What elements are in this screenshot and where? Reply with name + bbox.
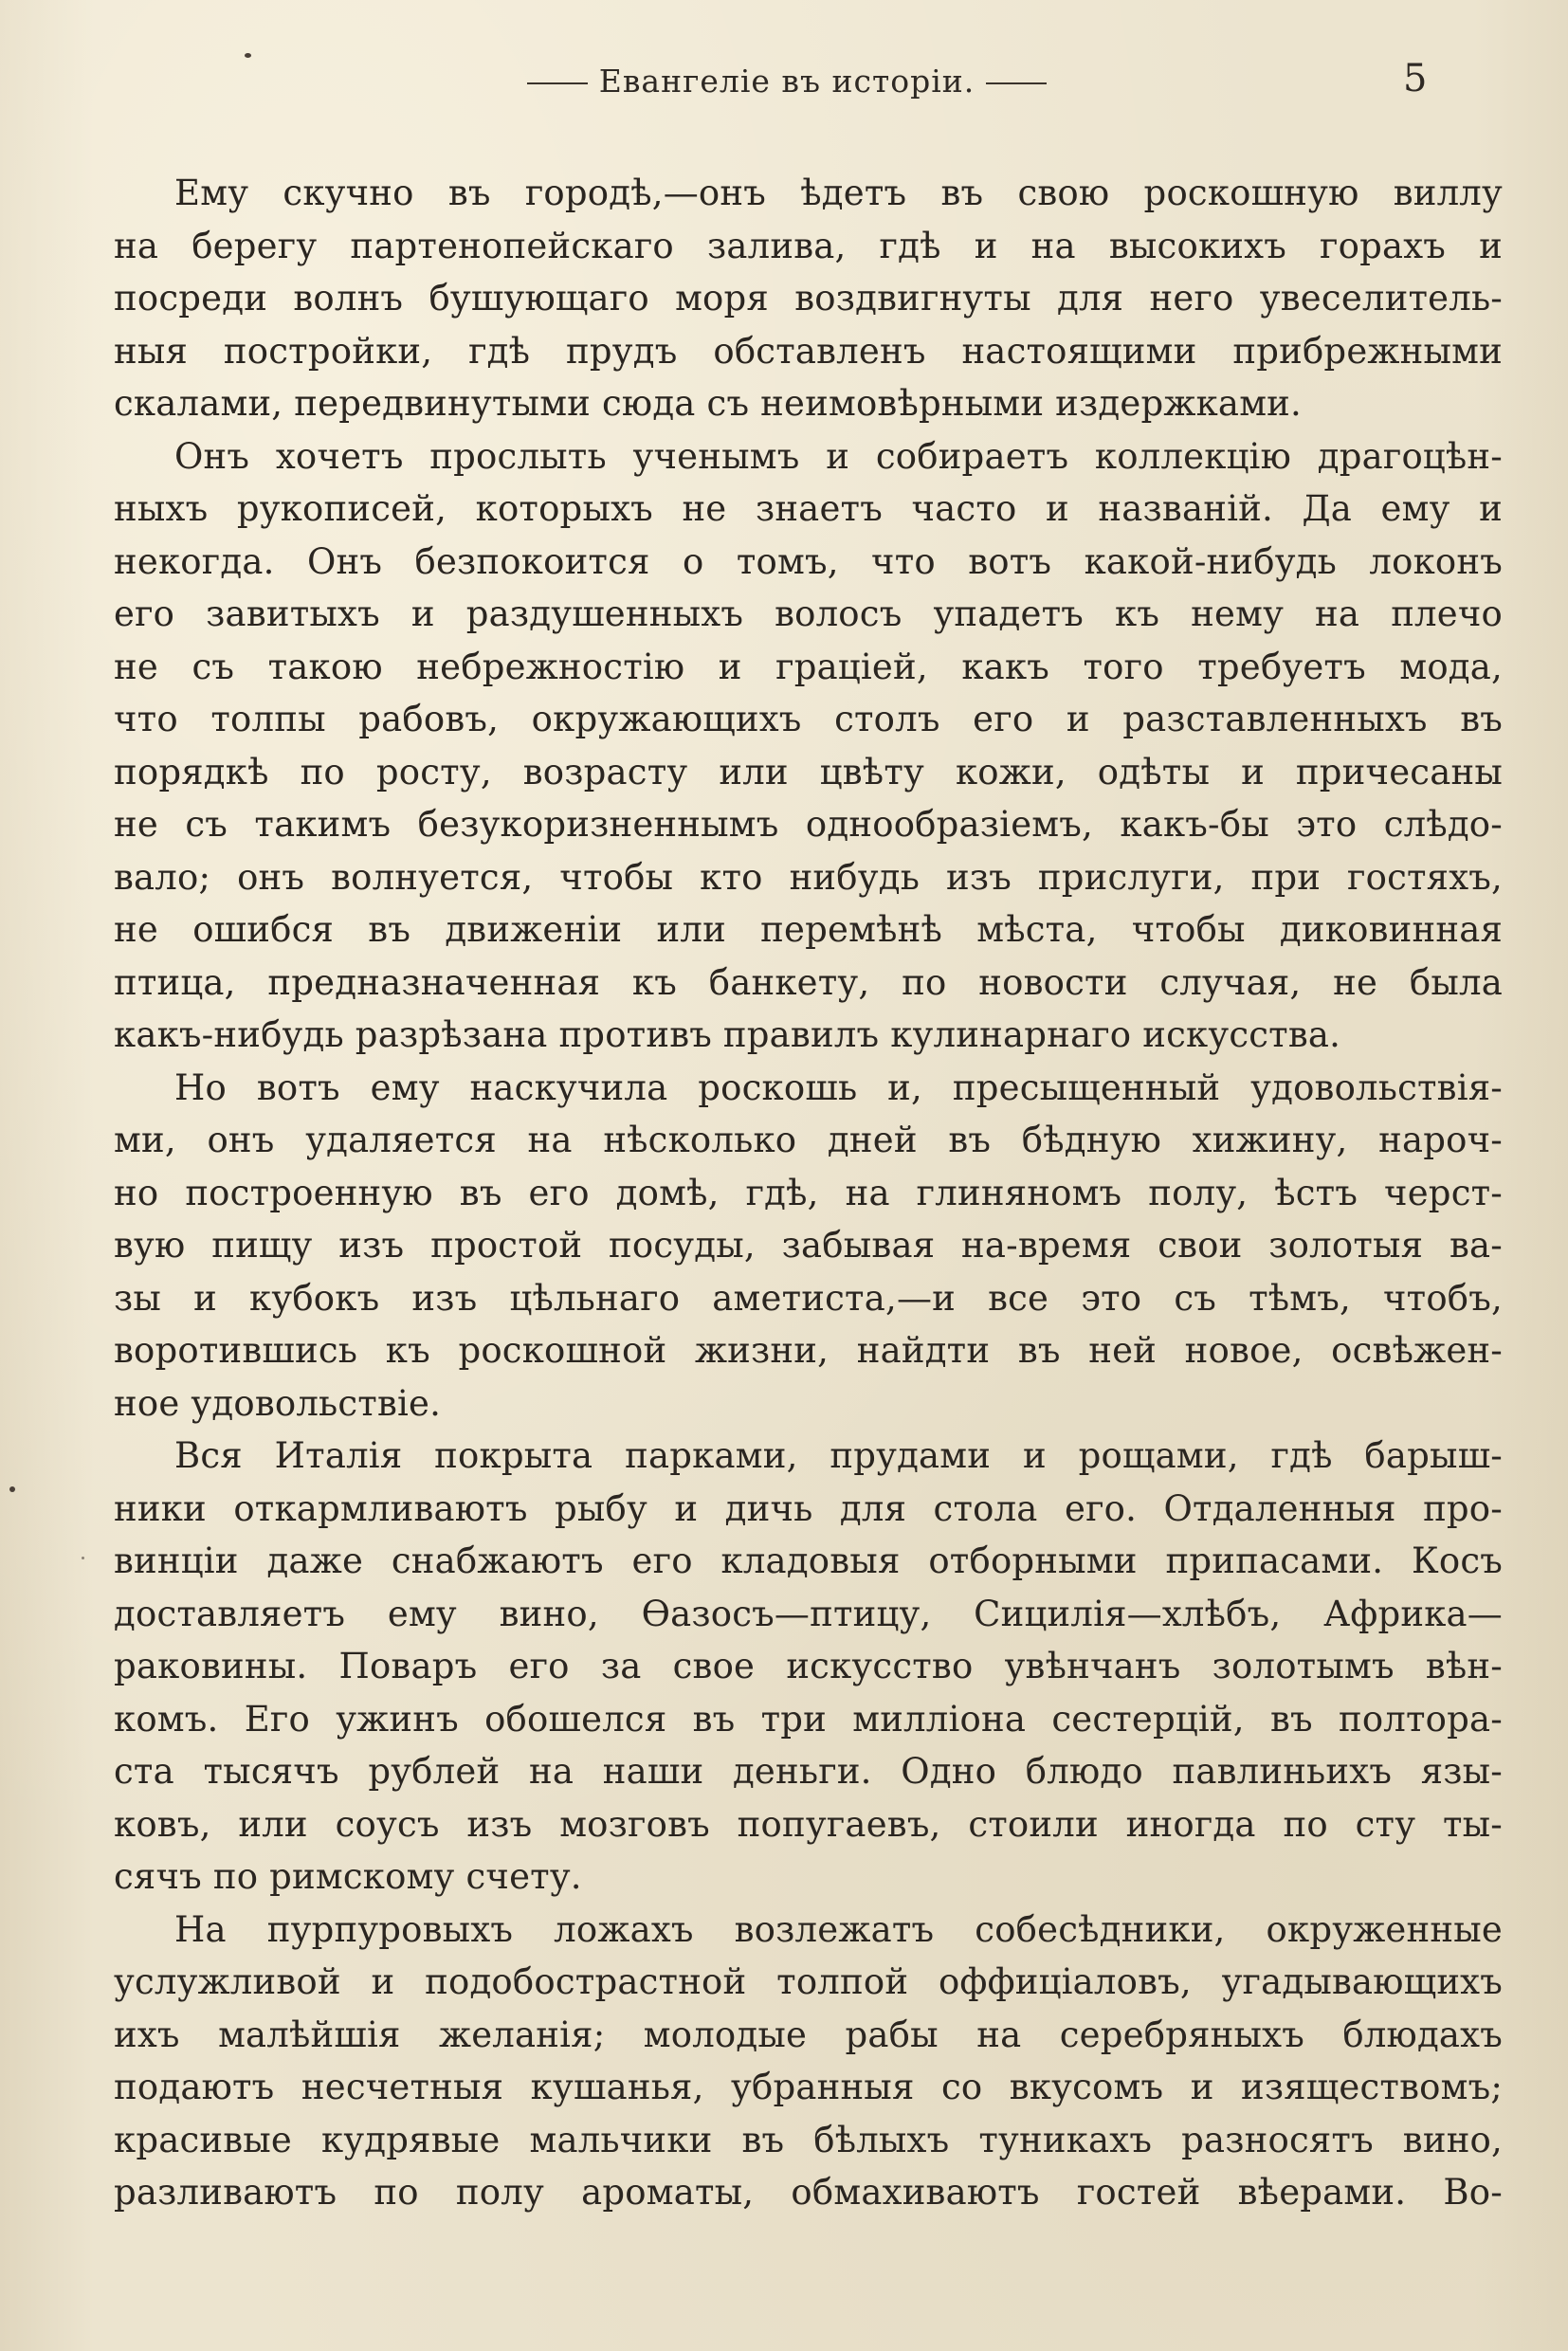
text-line: посреди волнъ бушующаго моря воздвигнуты для него увеселитель-	[114, 278, 1503, 319]
running-title: Евангеліе въ исторіи.	[598, 63, 975, 100]
text-line: но построенную въ его домѣ, гдѣ, на глиняномъ полу, ѣстъ черст-	[114, 1172, 1503, 1213]
text-line: какъ-нибудь разрѣзана противъ правилъ кулинарнаго искусства.	[114, 1014, 1341, 1055]
text-line: Онъ хочетъ прослыть ученымъ и собираетъ коллекцію драгоцѣн-	[174, 435, 1503, 477]
text-line: ста тысячъ рублей на наши деньги. Одно блюдо павлиньихъ язы-	[114, 1751, 1503, 1792]
text-line: ми, онъ удаляется на нѣсколько дней въ бѣдную хижину, нароч-	[114, 1120, 1503, 1160]
text-line: красивые кудрявые мальчики въ бѣлыхъ туникахъ разносятъ вино,	[114, 2119, 1503, 2160]
text-line: Ему скучно въ городѣ,—онъ ѣдетъ въ свою роскошную виллу	[174, 173, 1503, 213]
text-line: сячъ по римскому счету.	[114, 1856, 582, 1897]
text-line: раковины. Поваръ его за свое искусство увѣнчанъ золотымъ вѣн-	[114, 1646, 1503, 1686]
text-line: На пурпуровыхъ ложахъ возлежатъ собесѣдники, окруженные	[174, 1908, 1503, 1950]
text-line: некогда. Онъ безпокоится о томъ, что вотъ какой-нибудь локонъ	[114, 540, 1503, 582]
right-rule	[986, 82, 1047, 84]
page-number: 5	[1403, 57, 1428, 100]
text-line: подаютъ несчетныя кушанья, убранныя со вкусомъ и изяществомъ;	[114, 2067, 1503, 2107]
ink-speck	[82, 1557, 84, 1559]
text-line: что толпы рабовъ, окружающихъ столъ его и разставленныхъ въ	[114, 699, 1503, 739]
left-rule	[527, 82, 588, 84]
body-text	[114, 167, 1503, 2219]
text-line: не съ такою небрежностію и граціей, какъ того требуетъ мода,	[114, 646, 1503, 687]
paragraph-5	[114, 1904, 1503, 2219]
text-line: ныхъ рукописей, которыхъ не знаетъ часто и названій. Да ему и	[114, 488, 1503, 529]
text-line: не съ такимъ безукоризненнымъ однообразіемъ, какъ-бы это слѣдо-	[114, 804, 1503, 845]
running-head	[474, 63, 1100, 100]
ink-speck	[245, 53, 251, 58]
text-line: скалами, передвинутыми сюда съ неимовѣрными издержками.	[114, 383, 1302, 424]
paragraph-4	[114, 1430, 1503, 1904]
text-line: воротившись къ роскошной жизни, найдти въ ней новое, освѣжен-	[114, 1330, 1503, 1371]
text-line: порядкѣ по росту, возрасту или цвѣту кожи, одѣты и причесаны	[114, 751, 1503, 793]
text-line: винціи даже снабжаютъ его кладовыя отборными припасами. Косъ	[114, 1540, 1503, 1581]
ink-speck	[9, 1486, 15, 1492]
text-line: вало; онъ волнуется, чтобы кто нибудь изъ прислуги, при гостяхъ,	[114, 856, 1503, 898]
text-line: его завитыхъ и раздушенныхъ волосъ упадетъ къ нему на плечо	[114, 593, 1503, 634]
text-line: зы и кубокъ изъ цѣльнаго аметиста,—и все это съ тѣмъ, чтобъ,	[114, 1277, 1503, 1319]
text-line: Но вотъ ему наскучила роскошь и, пресыщенный удовольствія-	[174, 1066, 1503, 1108]
text-line: на берегу партенопейскаго залива, гдѣ и на высокихъ горахъ и	[114, 225, 1503, 266]
text-line: Вся Италія покрыта парками, прудами и рощами, гдѣ барыш-	[174, 1435, 1503, 1476]
text-line: ники откармливаютъ рыбу и дичь для стола его. Отдаленныя про-	[114, 1487, 1503, 1529]
text-line: комъ. Его ужинъ обошелся въ три милліона сестерцій, въ полтора-	[114, 1698, 1503, 1740]
text-line: ковъ, или соусъ изъ мозговъ попугаевъ, стоили иногда по сту ты-	[114, 1803, 1503, 1845]
text-line: ихъ малѣйшія желанія; молодые рабы на серебряныхъ блюдахъ	[114, 2014, 1503, 2055]
text-line: вую пищу изъ простой посуды, забывая на-время свои золотыя ва-	[114, 1225, 1503, 1266]
text-line: птица, предназначенная къ банкету, по новости случая, не была	[114, 961, 1503, 1003]
text-line: услужливой и подобострастной толпой оффиціаловъ, угадывающихъ	[114, 1961, 1503, 2002]
paragraph-1	[114, 167, 1503, 430]
text-line: ное удовольствіе.	[114, 1382, 442, 1424]
text-line: доставляетъ ему вино, Ѳазосъ—птицу, Сицилія—хлѣбъ, Африка—	[114, 1593, 1503, 1634]
text-line: не ошибся въ движеніи или перемѣнѣ мѣста, чтобы диковинная	[114, 909, 1503, 950]
text-line: разливаютъ по полу ароматы, обмахиваютъ гостей вѣерами. Во-	[114, 2172, 1503, 2213]
paragraph-2	[114, 430, 1503, 1062]
paragraph-3	[114, 1062, 1503, 1431]
text-line: ныя постройки, гдѣ прудъ обставленъ настоящими прибрежными	[114, 330, 1503, 372]
